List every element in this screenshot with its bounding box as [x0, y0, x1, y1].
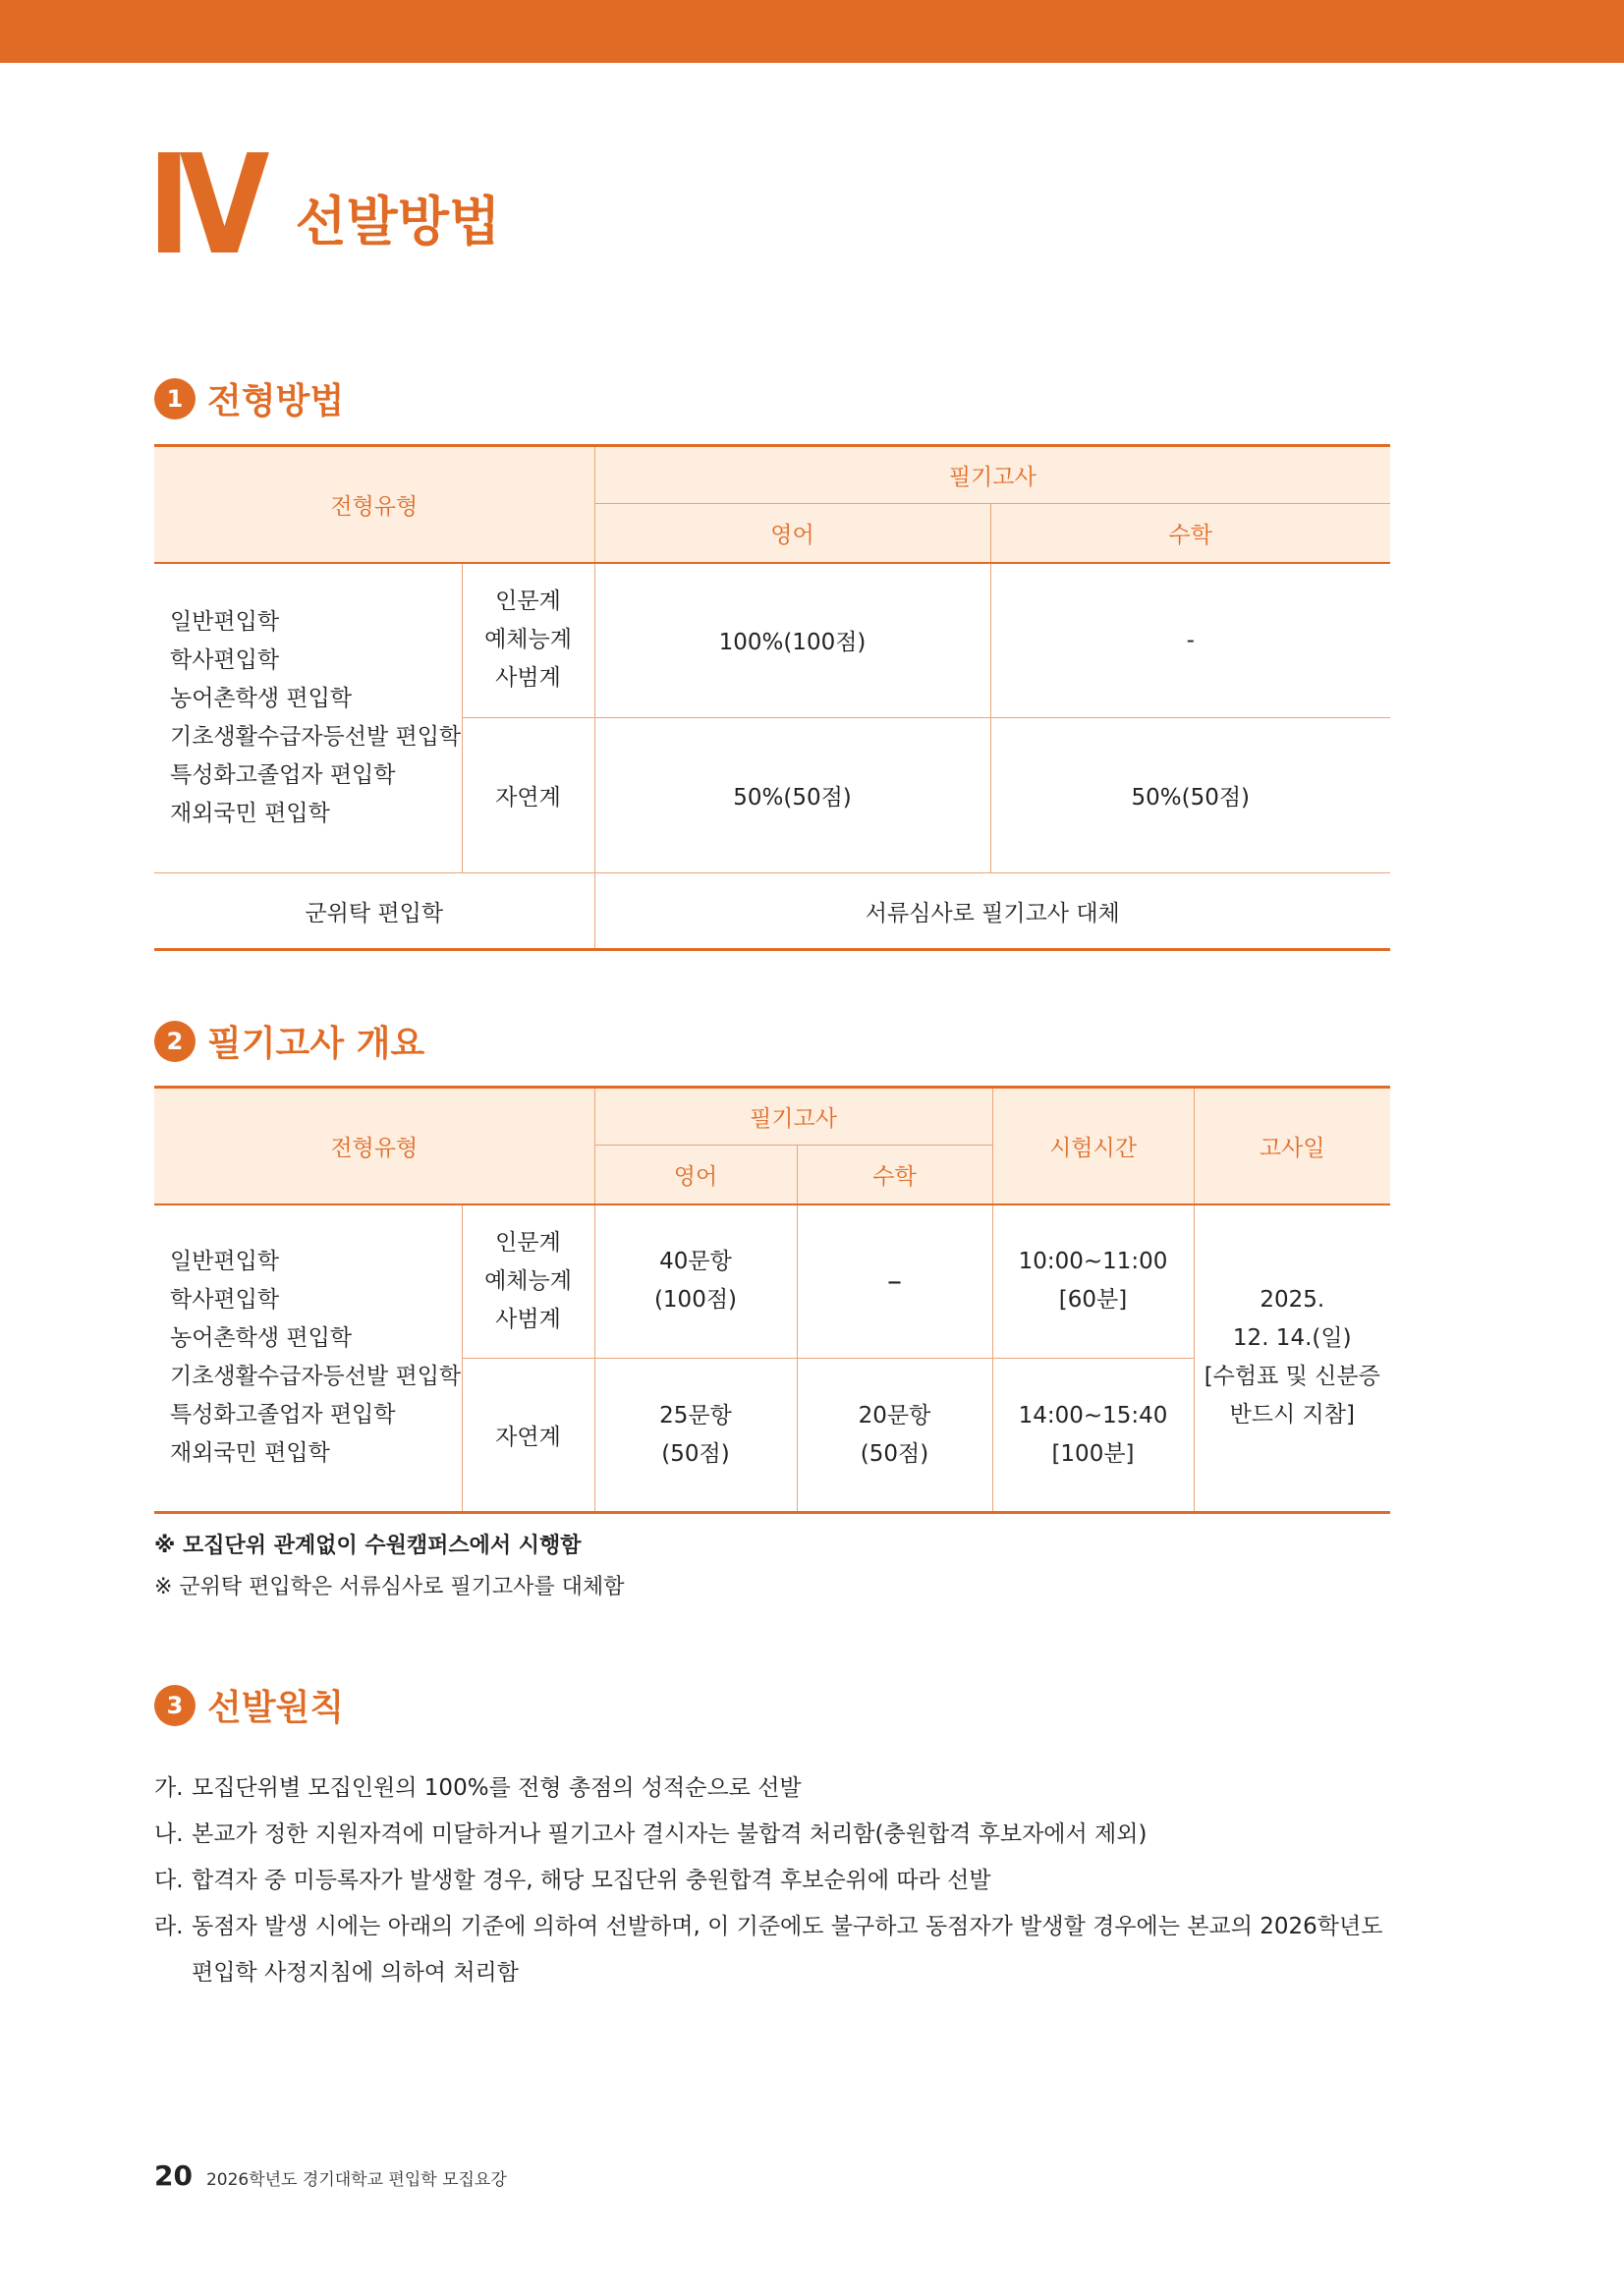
top-accent-bar	[0, 0, 1624, 63]
humanities-english: 100%(100점)	[594, 563, 990, 718]
chapter-heading	[147, 126, 501, 286]
rule-label: 가.	[154, 1775, 184, 1801]
question-count: 25문항	[659, 1402, 732, 1428]
footer-title: 2026학년도 경기대학교 편입학 모집요강	[205, 2170, 507, 2190]
chapter-number: IV	[147, 126, 258, 286]
track-line: 예체능계	[484, 1267, 572, 1294]
track-line: 인문계	[495, 1229, 561, 1256]
section-3-heading	[154, 1680, 344, 1730]
list-item: 농어촌학생 편입학	[170, 1325, 353, 1352]
header-english: 영어	[594, 1146, 797, 1204]
date-line: [수험표 및 신분증	[1204, 1364, 1380, 1390]
military-value: 서류심사로 필기고사 대체	[594, 873, 1390, 950]
humanities-math: –	[797, 1204, 992, 1359]
duration: [60분]	[1058, 1287, 1128, 1314]
track-line: 사범계	[495, 665, 561, 692]
question-count: 20문항	[858, 1402, 931, 1428]
list-item: 특성화고졸업자 편입학	[170, 1402, 396, 1428]
list-item: 기초생활수급자등선발 편입학	[170, 723, 462, 750]
section-2-heading	[154, 1016, 424, 1066]
list-item: 일반편입학	[170, 1249, 280, 1275]
rule-text: 본교가 정한 지원자격에 미달하거나 필기고사 결시자는 불합격 처리함(충원합격 후보자에서 제외)	[192, 1821, 1148, 1847]
score: (50점)	[860, 1440, 929, 1467]
science-track: 자연계	[462, 718, 594, 873]
rule-label: 나.	[154, 1821, 184, 1847]
track-line: 사범계	[495, 1306, 561, 1332]
track-line: 예체능계	[484, 627, 572, 653]
humanities-english	[594, 1204, 797, 1359]
date-line: 반드시 지참]	[1229, 1402, 1355, 1428]
list-item: 기초생활수급자등선발 편입학	[170, 1364, 462, 1390]
rule-item	[154, 1765, 1402, 1812]
exam-date	[1194, 1204, 1390, 1513]
science-time	[992, 1359, 1194, 1513]
science-english	[594, 1359, 797, 1513]
header-date: 고사일	[1194, 1088, 1390, 1204]
rule-text: 합격자 중 미등록자가 발생할 경우, 해당 모집단위 충원합격 후보순위에 따라 선발	[192, 1868, 991, 1893]
date-line: 2025.	[1260, 1287, 1325, 1314]
track-line: 인문계	[495, 588, 561, 615]
list-item: 재외국민 편입학	[170, 800, 330, 826]
admission-type-list	[154, 1204, 462, 1513]
header-time: 시험시간	[992, 1088, 1194, 1204]
header-written: 필기고사	[594, 1088, 992, 1146]
rule-item	[154, 1812, 1402, 1858]
list-item: 재외국민 편입학	[170, 1440, 330, 1467]
humanities-time	[992, 1204, 1194, 1359]
rule-text: 모집단위별 모집인원의 100%를 전형 총점의 성적순으로 선발	[192, 1775, 802, 1801]
humanities-track	[462, 563, 594, 718]
score: (50점)	[661, 1440, 730, 1467]
score: (100점)	[653, 1287, 738, 1314]
rule-label: 다.	[154, 1868, 184, 1893]
science-track: 자연계	[462, 1359, 594, 1513]
list-item: 학사편입학	[170, 1287, 280, 1314]
section-1-title: 전형방법	[207, 381, 345, 421]
time-range: 10:00~11:00	[1018, 1249, 1168, 1275]
section-2-badge: 2	[154, 1021, 196, 1062]
list-item: 학사편입학	[170, 646, 280, 673]
duration: [100분]	[1051, 1440, 1135, 1467]
page-footer	[154, 2159, 507, 2192]
note-military: ※ 군위탁 편입학은 서류심사로 필기고사를 대체함	[154, 1575, 625, 1599]
exam-notes	[154, 1526, 624, 1608]
selection-rules	[154, 1765, 1402, 1996]
written-exam-table	[154, 1086, 1390, 1514]
humanities-math: -	[990, 563, 1390, 718]
section-3-title: 선발원칙	[207, 1688, 345, 1728]
science-math	[797, 1359, 992, 1513]
section-2-title: 필기고사 개요	[207, 1024, 425, 1064]
page-number: 20	[154, 2159, 193, 2192]
rule-label: 라.	[154, 1914, 184, 1939]
note-campus: ※ 모집단위 관계없이 수원캠퍼스에서 시행함	[154, 1534, 582, 1558]
section-3-badge: 3	[154, 1685, 196, 1726]
chapter-title: 선발방법	[295, 190, 501, 252]
section-1-heading	[154, 373, 344, 423]
date-line: 12. 14.(일)	[1232, 1325, 1352, 1352]
list-item: 특성화고졸업자 편입학	[170, 761, 396, 788]
selection-method-table	[154, 444, 1390, 951]
header-written: 필기고사	[594, 446, 1390, 504]
header-type: 전형유형	[154, 446, 594, 563]
science-math: 50%(50점)	[990, 718, 1390, 873]
question-count: 40문항	[659, 1249, 732, 1275]
rule-item	[154, 1858, 1402, 1904]
humanities-track	[462, 1204, 594, 1359]
list-item: 일반편입학	[170, 608, 280, 635]
section-1-badge: 1	[154, 378, 196, 420]
header-english: 영어	[594, 504, 990, 563]
science-english: 50%(50점)	[594, 718, 990, 873]
time-range: 14:00~15:40	[1018, 1402, 1168, 1428]
admission-type-list	[154, 563, 462, 873]
rule-item	[154, 1904, 1402, 1996]
list-item: 농어촌학생 편입학	[170, 685, 353, 711]
header-math: 수학	[990, 504, 1390, 563]
header-math: 수학	[797, 1146, 992, 1204]
header-type: 전형유형	[154, 1088, 594, 1204]
rule-text: 동점자 발생 시에는 아래의 기준에 의하여 선발하며, 이 기준에도 불구하고 동점자가 발생할 경우에는 본교의 2026학년도 편입학 사정지침에 의하여 처리함	[192, 1914, 1383, 1986]
military-type: 군위탁 편입학	[154, 873, 594, 950]
